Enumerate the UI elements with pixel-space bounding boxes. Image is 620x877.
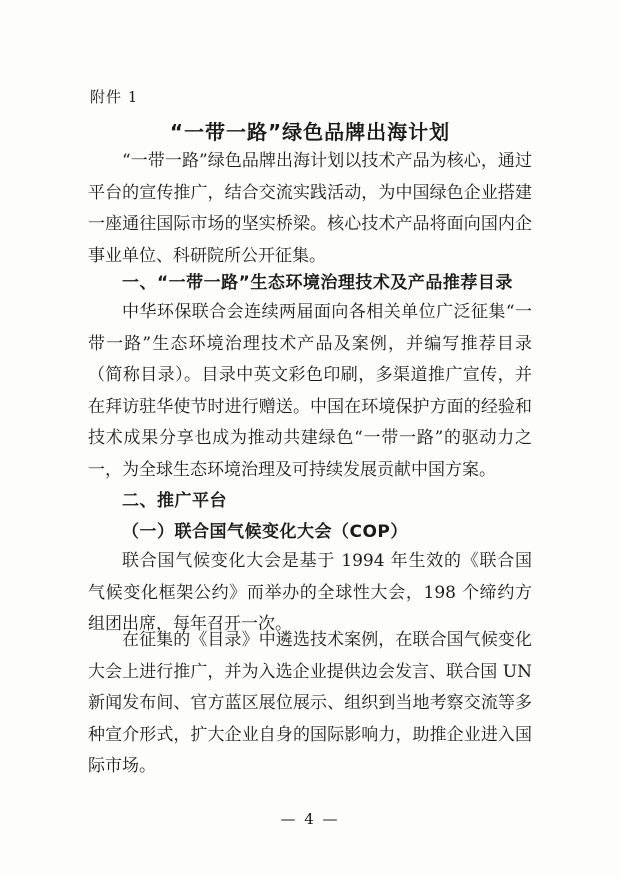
intro-paragraph: “一带一路”绿色品牌出海计划以技术产品为核心，通过平台的宣传推广，结合交流实践活动，为中国绿色企业搭建一座通往国际市场的坚实桥梁。核心技术产品将面向国内企事业单位、科研院所公开征集。 (88, 151, 532, 266)
subsection-1-paragraph-1: 联合国气候变化大会是基于 1994 年生效的《联合国气候变化框架公约》而举办的全球性大会，198 个缔约方组团出席，每年召开一次。 (88, 551, 532, 634)
section-2-heading: 二、推广平台 (122, 491, 227, 511)
attachment-label: 附件 1 (90, 88, 139, 106)
section-1-heading: 一、“一带一路”生态环境治理技术及产品推荐目录 (122, 273, 513, 293)
subsection-1-heading: （一）联合国气候变化大会（COP） (122, 522, 408, 542)
document-title: “一带一路”绿色品牌出海计划 (169, 120, 451, 144)
subsection-1-paragraph-2: 在征集的《目录》中遴选技术案例，在联合国气候变化大会上进行推广，并为入选企业提供边会发言、联合国 UN 新闻发布间、官方蓝区展位展示、组织到当地考察交流等多种宣介形式，扩大企业自身的国际影响力，助推企业进入国际市场。 (88, 630, 532, 776)
section-1-paragraph: 中华环保联合会连续两届面向各相关单位广泛征集“一带一路”生态环境治理技术产品及案例，并编写推荐目录（简称目录）。目录中英文彩色印刷，多渠道推广宣传，并在拜访驻华使节时进行赠送。中国在环境保护方面的经验和技术成果分享也成为推动共建绿色“一带一路”的驱动力之一，为全球生态环境治理及可持续发展贡献中国方案。 (88, 302, 532, 480)
page-number: — 4 — (280, 810, 340, 828)
